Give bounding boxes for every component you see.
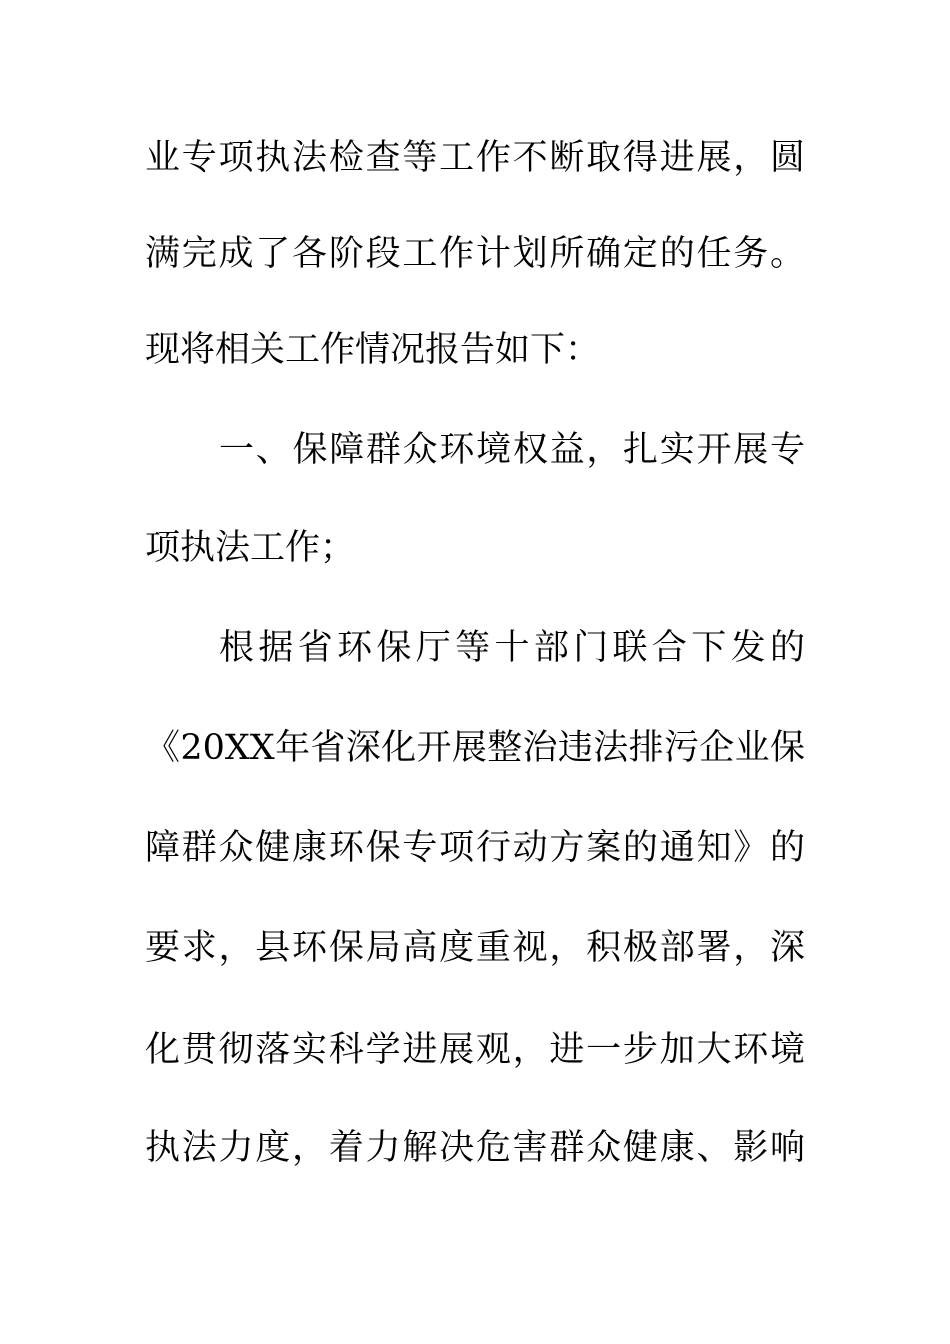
line-text: 满完成了各阶段工作计划所确定的任务。 [145,234,805,274]
line-text: 《20XX年省深化开展整治违法排污企业保 [145,728,805,768]
body-line [0,1118,950,1178]
line-text: 执法力度，着力解决危害群众健康、影响 [145,1128,805,1168]
body-line [0,918,950,978]
section-heading-text: 项执法工作； [145,528,356,568]
line-text: 根据省环保厅等十部门联合下发的 [219,628,805,668]
body-line [0,618,950,678]
line-text: 业专项执法检查等工作不断取得进展，圆 [145,138,805,178]
line-text: 化贯彻落实科学进展观，进一步加大环境 [145,1030,805,1070]
section-heading-line [0,420,950,480]
section-heading-line [0,518,950,578]
body-line [0,1020,950,1080]
body-line [0,128,950,188]
line-text: 障群众健康环保专项行动方案的通知》的 [145,828,805,868]
body-line [0,818,950,878]
line-text: 现将相关工作情况报告如下： [145,330,601,370]
body-line [0,718,950,778]
section-heading-text: 一、保障群众环境权益，扎实开展专 [219,430,805,470]
body-line [0,224,950,284]
body-line [0,320,950,380]
line-text: 要求，县环保局高度重视，积极部署，深 [145,928,805,968]
